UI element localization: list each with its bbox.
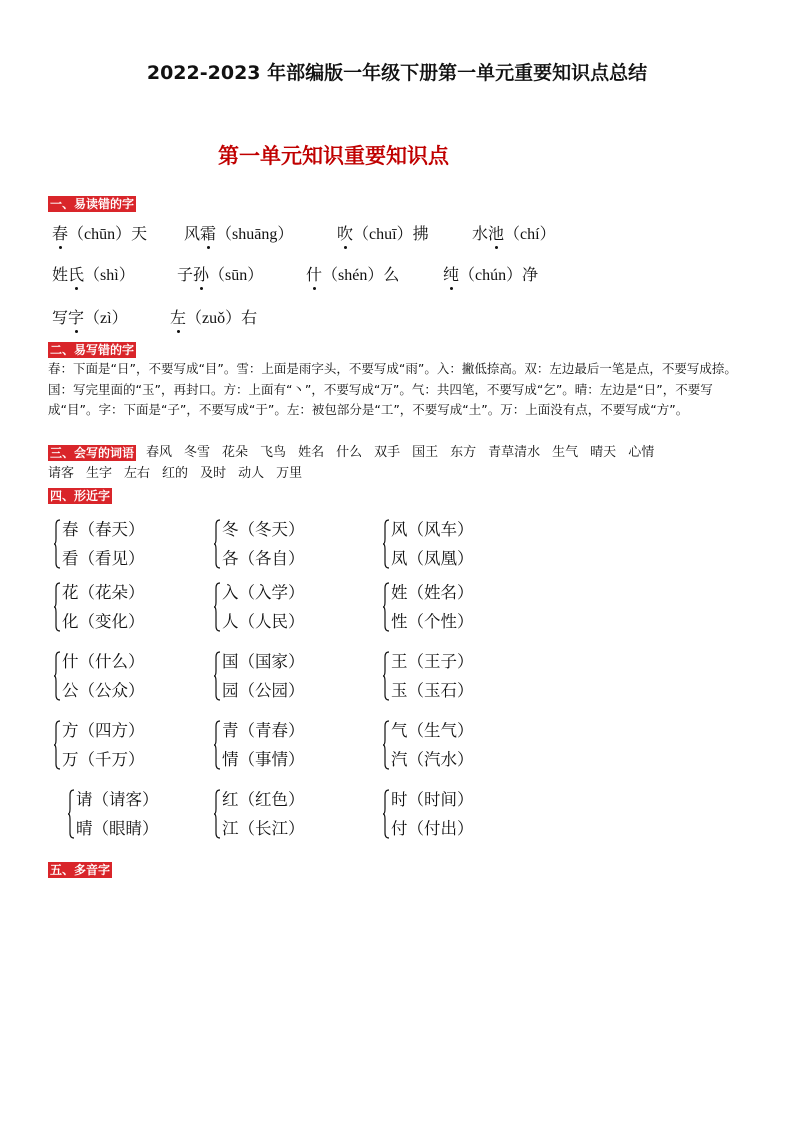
character: 写 [52,308,69,327]
misread-item [184,224,293,245]
brace-icon [214,519,220,569]
similar-character-entry: 汽（汽水） [391,750,474,769]
similar-character-entry: 园（公园） [222,681,305,700]
misread-item [52,308,128,329]
similar-pair [62,515,145,573]
similar-pair [62,578,145,636]
similar-character-entry: 请（请客） [76,790,159,809]
similar-character-entry: 情（事情） [222,750,305,769]
similar-character-entry: 方（四方） [62,721,145,740]
word-item: 姓名 [298,445,325,460]
similar-character-entry: 性（个性） [391,612,474,631]
similar-pair [62,647,145,705]
similar-character-entry: 时（时间） [391,790,474,809]
similar-character-entry: 玉（玉石） [391,681,474,700]
word-item: 心情 [628,445,655,460]
similar-character-entry: 风（风车） [391,520,474,539]
pinyin: （chūn） [68,226,132,243]
word-item: 飞鸟 [260,445,287,460]
target-character: 池 [488,224,505,243]
brace-icon [54,651,60,701]
similar-character-entry: 花（花朵） [62,583,145,602]
similar-character-entry: 国（国家） [222,652,305,671]
brace-icon [383,651,389,701]
similar-character-entry: 万（千万） [62,750,145,769]
document-title: 2022-2023 年部编版一年级下册第一单元重要知识点总结 [146,62,648,84]
word-item: 双手 [374,445,401,460]
word-item: 晴天 [590,445,617,460]
misread-item [337,224,429,245]
section-heading-misread: 一、易读错的字 [50,197,135,211]
target-character: 氏 [68,265,85,284]
similar-character-entry: 凤（凤凰） [391,549,474,568]
similar-character-entry: 江（长江） [222,819,305,838]
section-heading-words: 三、会写的词语 [50,446,135,460]
brace-icon [214,720,220,770]
similar-character-entry: 晴（眼睛） [76,819,159,838]
similar-pair [391,647,474,705]
brace-icon [54,582,60,632]
character: 天 [131,224,148,243]
similar-character-entry: 气（生气） [391,721,474,740]
word-item: 请客 [48,466,75,481]
character: 么 [383,265,400,284]
character: 风 [184,224,201,243]
word-list-line-1 [146,443,666,463]
pinyin: （shì） [84,267,135,284]
word-item: 生气 [552,445,579,460]
misread-item [306,265,399,286]
target-character: 什 [306,265,323,284]
misread-item [170,308,257,329]
similar-pair [76,785,159,843]
similar-pair [391,785,474,843]
brace-icon [214,789,220,839]
misread-item [52,224,147,245]
character: 净 [522,265,539,284]
target-character: 孙 [193,265,210,284]
similar-character-entry: 入（入学） [222,583,305,602]
miswritten-notes: 春：下面是“日”，不要写成“目”。雪：上面是雨字头，不要写成“雨”。入：撇低捺高。双：左边最后一笔是点，不要写成捺。国：写完里面的“玉”，再封口。方：上面有“丶”，不要写成“万”。气：共四笔，不要写成“乞”。晴：左边是“日”，不要写成“目”。字：下面是“子”，不要写成“于”。左：被包部分是“工”，不要写成“土”。万：上面没有点，不要写成“方”。 [48,361,737,417]
similar-pair [391,515,474,573]
brace-icon [383,789,389,839]
character: 右 [241,308,258,327]
brace-icon [383,720,389,770]
word-item: 春风 [146,445,173,460]
brace-icon [54,519,60,569]
brace-icon [68,789,74,839]
target-character: 吹 [337,224,354,243]
word-item: 及时 [200,466,227,481]
similar-character-entry: 付（付出） [391,819,474,838]
word-item: 万里 [276,466,303,481]
word-item: 生字 [86,466,113,481]
brace-icon [214,651,220,701]
misread-item [177,265,263,286]
similar-character-entry: 公（公众） [62,681,145,700]
target-character: 字 [68,308,85,327]
word-item: 花朵 [222,445,249,460]
similar-character-entry: 化（变化） [62,612,145,631]
section-heading-polyphonic: 五、多音字 [50,863,111,877]
similar-pair [391,578,474,636]
brace-icon [214,582,220,632]
word-item: 冬雪 [184,445,211,460]
document-subtitle: 第一单元知识重要知识点 [218,143,449,168]
similar-character-entry: 红（红色） [222,790,305,809]
brace-icon [383,519,389,569]
target-character: 霜 [200,224,217,243]
pinyin: （zuǒ） [186,310,242,327]
similar-character-entry: 王（王子） [391,652,474,671]
similar-pair [391,716,474,774]
pinyin: （chún） [459,267,523,284]
target-character: 左 [170,308,187,327]
similar-character-entry: 青（青春） [222,721,305,740]
misread-item [472,224,556,245]
character: 拂 [412,224,429,243]
target-character: 春 [52,224,69,243]
similar-character-entry: 看（看见） [62,549,145,568]
pinyin: （shuāng） [216,226,294,243]
similar-pair [222,515,305,573]
similar-character-entry: 冬（冬天） [222,520,305,539]
word-list-line-2 [48,464,314,484]
brace-icon [383,582,389,632]
section-heading-similar: 四、形近字 [50,489,111,503]
character: 水 [472,224,489,243]
brace-icon [54,720,60,770]
similar-character-entry: 姓（姓名） [391,583,474,602]
similar-character-entry: 春（春天） [62,520,145,539]
similar-pair [62,716,145,774]
word-item: 动人 [238,466,265,481]
similar-character-entry: 人（人民） [222,612,305,631]
similar-pair [222,785,305,843]
character: 子 [177,265,194,284]
misread-item [52,265,135,286]
character: 姓 [52,265,69,284]
word-item: 青草清水 [488,445,541,460]
word-item: 什么 [336,445,363,460]
word-item: 东方 [450,445,477,460]
pinyin: （sūn） [209,267,264,284]
word-item: 红的 [162,466,189,481]
pinyin: （chí） [504,226,556,243]
misread-item [443,265,538,286]
section-heading-miswritten: 二、易写错的字 [50,343,135,357]
similar-pair [222,716,305,774]
similar-character-entry: 各（各自） [222,549,305,568]
pinyin: （shén） [322,267,384,284]
similar-character-entry: 什（什么） [62,652,145,671]
pinyin: （chuī） [353,226,413,243]
word-item: 国王 [412,445,439,460]
pinyin: （zì） [84,310,128,327]
similar-pair [222,578,305,636]
word-item: 左右 [124,466,151,481]
target-character: 纯 [443,265,460,284]
similar-pair [222,647,305,705]
